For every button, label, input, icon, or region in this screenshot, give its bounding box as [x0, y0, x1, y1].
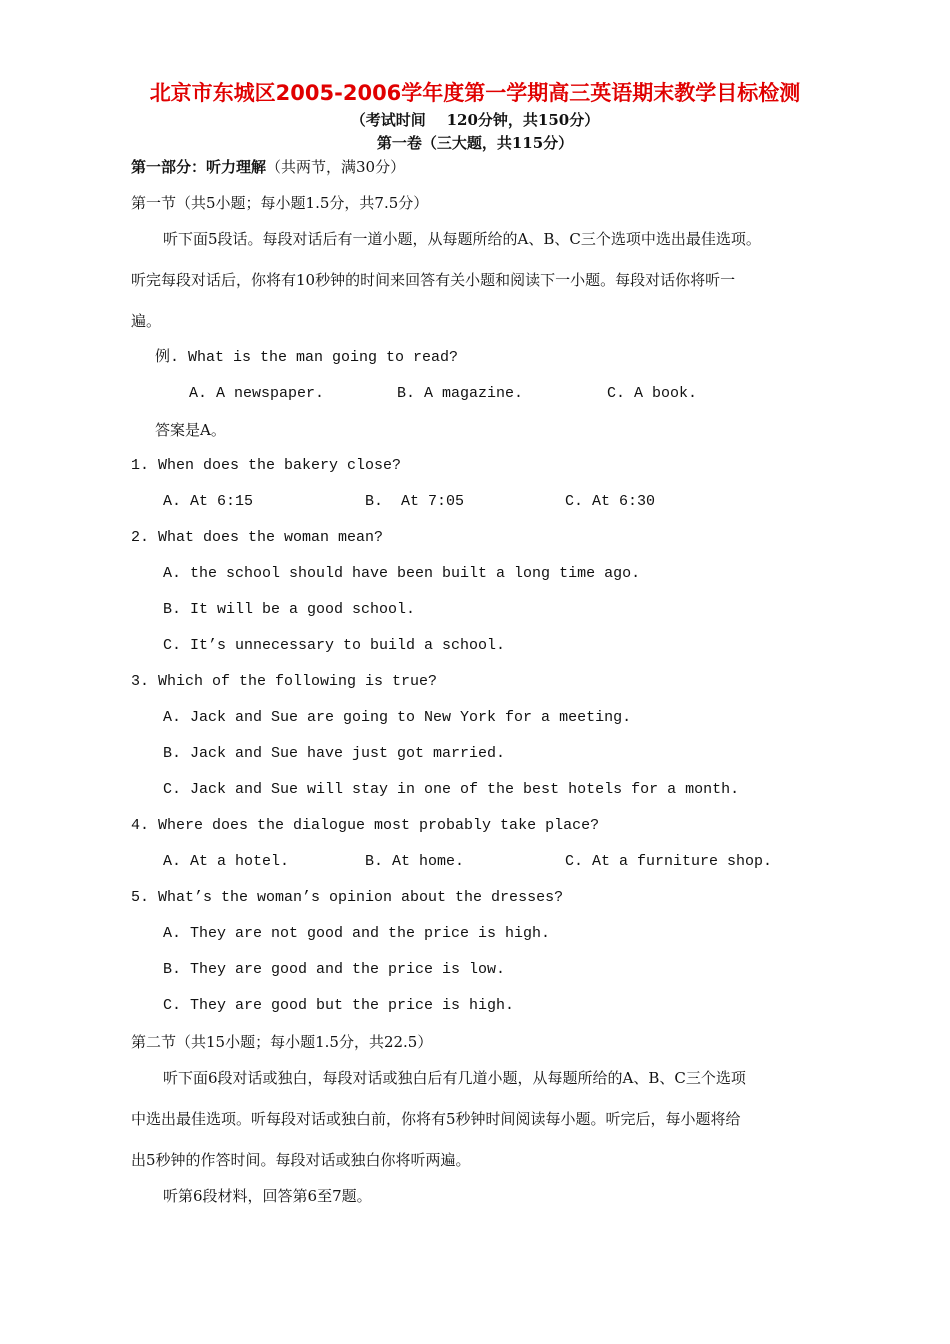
part1-heading	[131, 157, 405, 177]
question-5: 5. What’s the woman’s opinion about the dresses?	[131, 889, 564, 906]
section2-instruction-line: 听下面6段对话或独白，每段对话或独白后有几道小题，从每题所给的A、B、C三个选项	[163, 1069, 746, 1087]
example-option-c: C. A book.	[607, 385, 698, 402]
question-5-option-c: C. They are good but the price is high.	[163, 997, 515, 1014]
question-3-option-a: A. Jack and Sue are going to New York for a meeting.	[163, 709, 632, 726]
question-1-option-b: B. At 7:05	[365, 493, 465, 510]
section1-instruction-line: 遍。	[131, 312, 162, 330]
question-4-option-c: C. At a furniture shop.	[565, 853, 773, 870]
page-title: 北京市东城区2005-2006学年度第一学期高三英语期末教学目标检测	[149, 81, 801, 105]
example-option-a: A. A newspaper.	[189, 385, 325, 402]
part1-heading-rest: （共两节，满30分）	[266, 158, 406, 176]
section2-title: 第二节（共15小题；每小题1.5分，共22.5）	[131, 1033, 433, 1051]
question-5-option-b: B. They are good and the price is low.	[163, 961, 506, 978]
question-1-option-c: C. At 6:30	[565, 493, 656, 510]
example-question: 例. What is the man going to read?	[155, 349, 459, 366]
question-4: 4. Where does the dialogue most probably take place?	[131, 817, 600, 834]
example-answer: 答案是A。	[155, 421, 226, 439]
question-4-option-a: A. At a hotel.	[163, 853, 290, 870]
question-2: 2. What does the woman mean?	[131, 529, 384, 546]
question-1-option-a: A. At 6:15	[163, 493, 254, 510]
section1-instruction-line: 听下面5段话。每段对话后有一道小题，从每题所给的A、B、C三个选项中选出最佳选项。	[163, 230, 761, 248]
question-4-option-b: B. At home.	[365, 853, 465, 870]
section2-instruction-line: 出5秒钟的作答时间。每段对话或独白你将听两遍。	[131, 1151, 471, 1169]
question-2-option-b: B. It will be a good school.	[163, 601, 416, 618]
exam-time: （考试时间 120分钟，共150分）	[350, 111, 600, 129]
question-1: 1. When does the bakery close?	[131, 457, 402, 474]
question-2-option-c: C. It’s unnecessary to build a school.	[163, 637, 506, 654]
section1-title: 第一节（共5小题；每小题1.5分，共7.5分）	[131, 194, 429, 212]
question-3-option-b: B. Jack and Sue have just got married.	[163, 745, 506, 762]
question-3-option-c: C. Jack and Sue will stay in one of the best hotels for a month.	[163, 781, 740, 798]
question-5-option-a: A. They are not good and the price is high.	[163, 925, 551, 942]
section2-instruction-line: 中选出最佳选项。听每段对话或独白前，你将有5秒钟时间阅读每小题。听完后，每小题将给	[131, 1110, 741, 1128]
example-option-b: B. A magazine.	[397, 385, 524, 402]
question-2-option-a: A. the school should have been built a long time ago.	[163, 565, 641, 582]
volume-heading: 第一卷（三大题，共115分）	[376, 134, 574, 152]
section1-instruction-line: 听完每段对话后，你将有10秒钟的时间来回答有关小题和阅读下一小题。每段对话你将听一	[131, 271, 736, 289]
question-3: 3. Which of the following is true?	[131, 673, 438, 690]
material-6-instruction: 听第6段材料，回答第6至7题。	[163, 1187, 372, 1205]
part1-heading-bold: 第一部分：听力理解	[131, 158, 267, 176]
